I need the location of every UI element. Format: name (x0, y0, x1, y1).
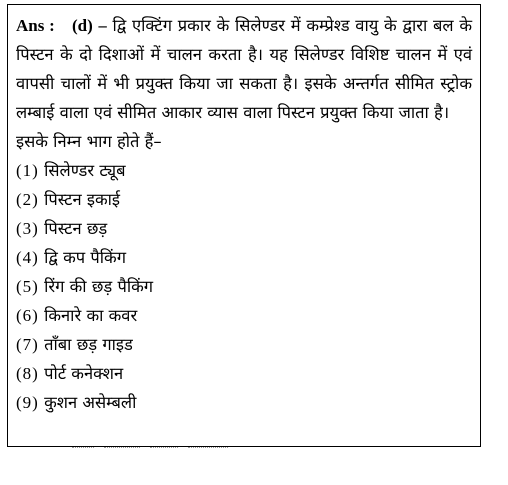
list-item-text: कुशन असेम्बली (44, 393, 137, 412)
parts-heading: इसके निम्न भाग होते हैं– (16, 132, 162, 151)
answer-dash: – (98, 16, 107, 35)
list-item-number: (4) (16, 248, 39, 267)
list-item-text: द्वि कप पैकिंग (44, 248, 126, 267)
answer-paragraph (16, 11, 472, 127)
list-item-number: (7) (16, 335, 39, 354)
cropped-text-remnant (104, 447, 140, 450)
list-item-text: रिंग की छड़ पैकिंग (44, 277, 154, 296)
list-item (16, 359, 472, 388)
list-item-number: (6) (16, 306, 39, 325)
list-item-number: (2) (16, 190, 39, 209)
list-item (16, 388, 472, 417)
list-item-number: (8) (16, 364, 39, 383)
cropped-text-remnant (72, 447, 94, 450)
list-item-number: (3) (16, 219, 39, 238)
list-item-number: (1) (16, 161, 39, 180)
list-item (16, 301, 472, 330)
list-item (16, 243, 472, 272)
parts-list (16, 156, 472, 417)
list-item-text: पोर्ट कनेक्शन (44, 364, 124, 383)
cropped-text-remnant (188, 447, 228, 450)
answer-text: द्वि एक्टिंग प्रकार के सिलेण्डर में कम्प्रेश्ड वायु के द्वारा बल के पिस्टन के दो दिशाओं में चालन करता है। यह सिलेण्डर विशिष्ट चालन में एवं वापसी चालों में भी प्रयुक्त किया जा सकता है। इसके अन्तर्गत सीमित स्ट्रोक लम्बाई वाला एवं सीमित आकार व्यास वाला पिस्टन प्रयुक्त किया जाता है। (16, 16, 472, 122)
list-item-number: (9) (16, 393, 39, 412)
list-item-text: पिस्टन छड़ (44, 219, 108, 238)
list-item-text: सिलेण्डर ट्यूब (44, 161, 126, 180)
list-item (16, 156, 472, 185)
list-item (16, 185, 472, 214)
cropped-text-remnant (150, 447, 178, 450)
answer-label: Ans : (16, 16, 55, 35)
answer-option: (d) (72, 16, 93, 35)
list-item-number: (5) (16, 277, 39, 296)
list-item-text: पिस्टन इकाई (44, 190, 121, 209)
answer-box (7, 4, 481, 447)
list-item (16, 330, 472, 359)
list-item-text: ताँबा छड़ गाइड (44, 335, 133, 354)
list-item-text: किनारे का कवर (44, 306, 138, 325)
list-item (16, 214, 472, 243)
list-item (16, 272, 472, 301)
